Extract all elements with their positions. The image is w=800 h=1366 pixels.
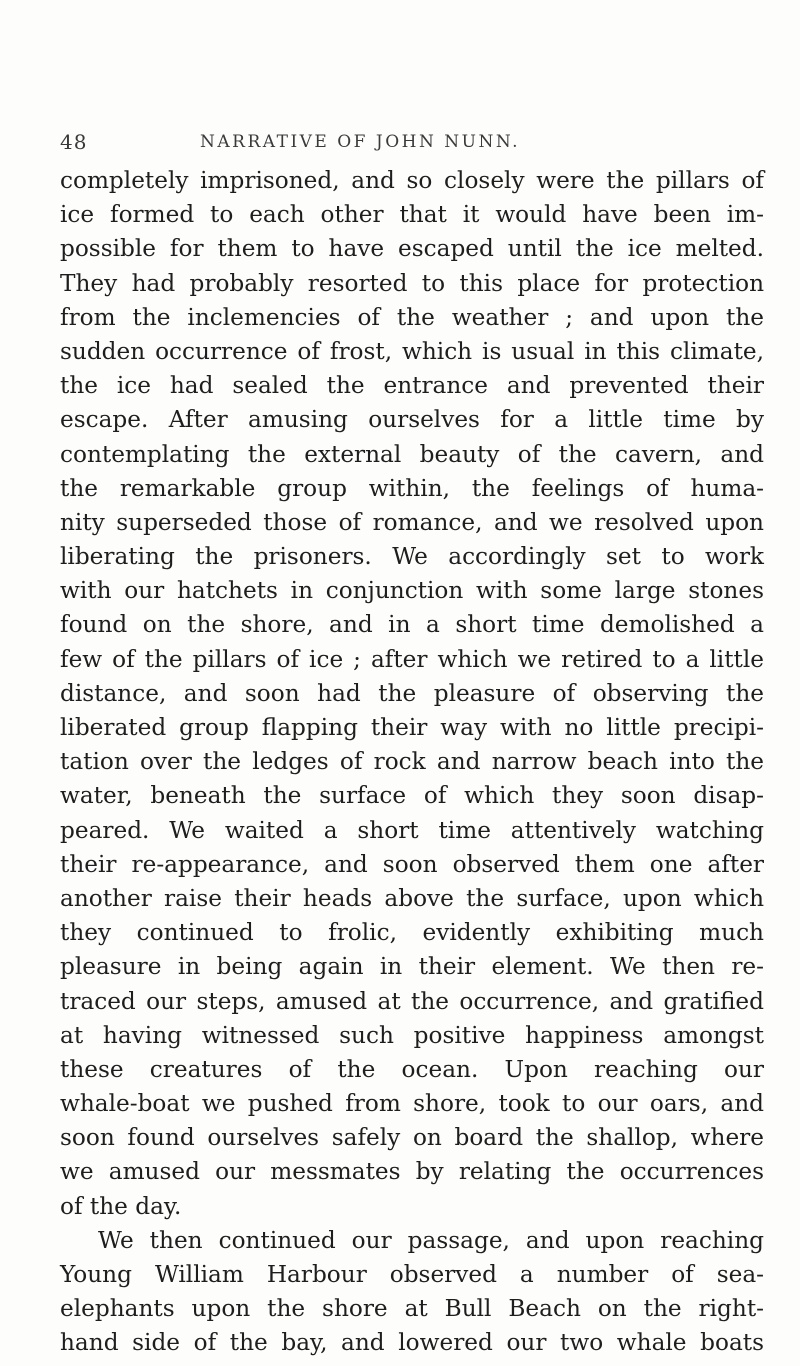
- paragraph-1: [60, 164, 764, 1224]
- text-line: liberated group flapping their way with no little precipi-: [60, 714, 764, 741]
- page-number: 48: [60, 130, 88, 154]
- body-text: [60, 164, 764, 1361]
- page-header: [60, 130, 760, 160]
- text-line: water, beneath the surface of which they soon disap-: [60, 782, 764, 810]
- text-line: hand side of the bay, and lowered our two whale boats: [60, 1329, 764, 1357]
- text-line: with our hatchets in conjunction with some large stones: [60, 577, 764, 605]
- text-line: contemplating the external beauty of the cavern, and: [60, 440, 764, 468]
- text-line: elephants upon the shore at Bull Beach on the right-: [60, 1295, 764, 1323]
- text-line: liberating the prisoners. We accordingly set to work: [60, 543, 764, 571]
- text-line: completely imprisoned, and so closely were the pillars of: [60, 167, 764, 194]
- text-line: They had probably resorted to this place for protection: [60, 269, 764, 297]
- text-line: few of the pillars of ice ; after which we retired to a little: [60, 645, 764, 673]
- paragraph-2: [60, 1224, 764, 1361]
- text-line: we amused our messmates by relating the occurrences: [60, 1158, 764, 1186]
- text-line: ice formed to each other that it would have been im-: [60, 201, 764, 229]
- text-line: from the inclemencies of the weather ; and upon the: [60, 303, 764, 331]
- text-line: possible for them to have escaped until the ice melted.: [60, 235, 764, 263]
- text-line: nity superseded those of romance, and we resolved upon: [60, 508, 764, 536]
- text-line: the remarkable group within, the feelings of huma-: [60, 474, 764, 502]
- text-line: pleasure in being again in their element. We then re-: [60, 953, 764, 981]
- text-line: another raise their heads above the surface, upon which: [60, 884, 764, 912]
- text-line: whale-boat we pushed from shore, took to our oars, and: [60, 1090, 764, 1118]
- text-line: the ice had sealed the entrance and prevented their: [60, 372, 764, 400]
- text-line: escape. After amusing ourselves for a little time by: [60, 406, 764, 434]
- text-line: Young William Harbour observed a number of sea-: [60, 1261, 764, 1288]
- running-head: NARRATIVE OF JOHN NUNN.: [200, 132, 521, 152]
- text-line: soon found ourselves safely on board the shallop, where: [60, 1124, 764, 1152]
- text-line: distance, and soon had the pleasure of observing the: [60, 679, 764, 707]
- text-line: they continued to frolic, evidently exhibiting much: [60, 919, 764, 947]
- text-line: sudden occurrence of frost, which is usual in this climate,: [60, 337, 764, 365]
- text-line: of the day.: [60, 1192, 182, 1220]
- text-line: We then continued our passage, and upon reaching: [98, 1226, 764, 1254]
- text-line: peared. We waited a short time attentively watching: [60, 816, 764, 844]
- text-line: tation over the ledges of rock and narrow beach into the: [60, 748, 764, 776]
- text-line: found on the shore, and in a short time demolished a: [60, 611, 764, 639]
- text-line: traced our steps, amused at the occurrence, and gratified: [60, 987, 764, 1015]
- text-line: these creatures of the ocean. Upon reaching our: [60, 1055, 764, 1083]
- text-line: their re-appearance, and soon observed them one after: [60, 850, 764, 878]
- text-line: at having witnessed such positive happiness amongst: [60, 1021, 764, 1049]
